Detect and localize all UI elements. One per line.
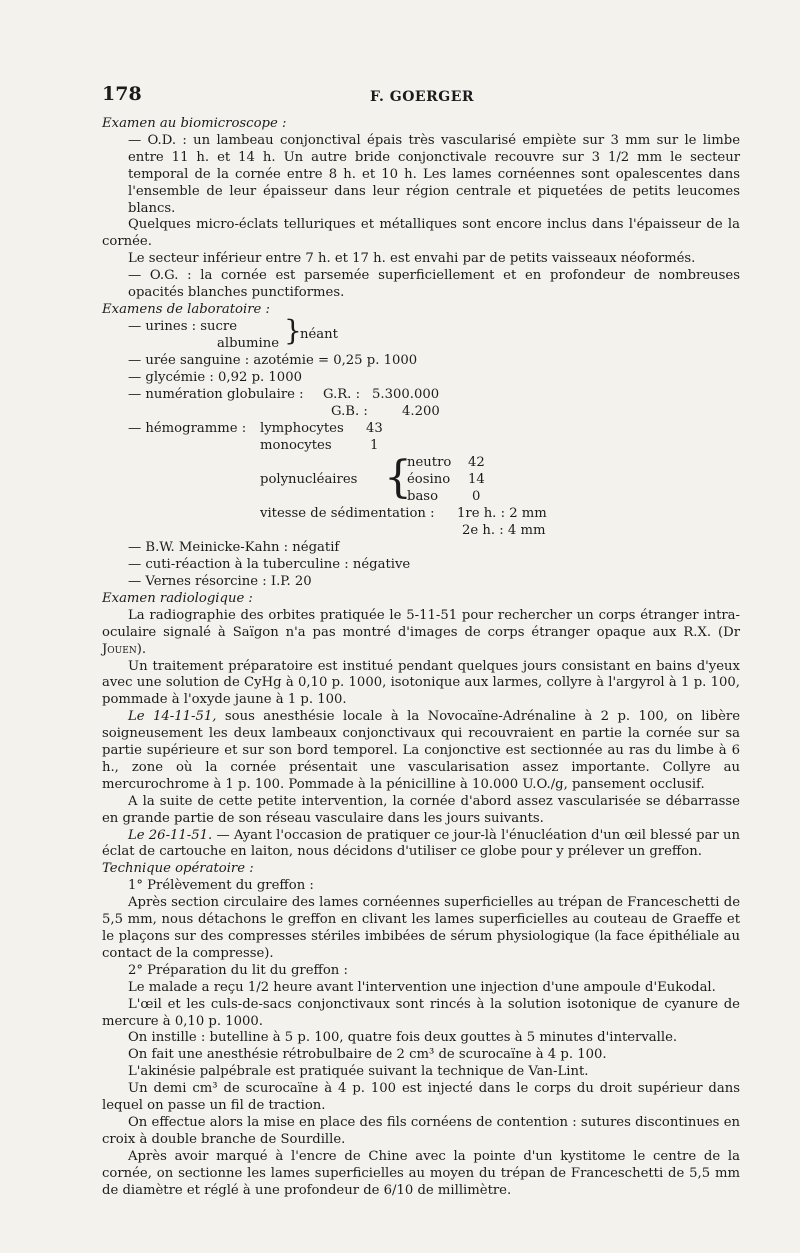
lab-line: — glycémie : 0,92 p. 1000 xyxy=(128,369,302,385)
lab-value: 0 xyxy=(472,488,481,504)
page-header xyxy=(102,83,740,116)
paragraph: Après section circulaire des lames cornéennes superficielles au trépan de Franceschetti de 5,5 mm, nous détachons le greffon en clivant les lames superficielles au couteau de Graeffe et le plaçons sur des compresses stériles imbibées de sérum physiologique (la face épithéliale au contact de la compresse). xyxy=(102,895,740,961)
lab-value: néant xyxy=(300,326,338,342)
lab-value: 14 xyxy=(468,471,485,487)
lab-row-uree xyxy=(102,353,740,370)
paragraph: — O.D. : un lambeau conjonctival épais très vascularisé empiète sur 3 mm sur le limbe entre 11 h. et 14 h. Un autre bride conjonctivale recouvre sur 3 1/2 mm le secteur temporal de la cornée entre 8 h. et 10 h. Les lames cornéennes sont opalescentes dans l'ensemble de leur épaisseur dans leur région centrale et piquetées de petits leucomes blancs. xyxy=(128,132,740,216)
author-name: Jouen xyxy=(102,641,137,657)
lab-row-neutro xyxy=(102,455,740,472)
section-radiologique xyxy=(102,591,740,862)
date: Le 26-11-51. xyxy=(128,827,213,843)
lab-label: — urines : sucre xyxy=(128,318,238,334)
paragraph: Un demi cm³ de scurocaïne à 4 p. 100 est injecté dans le corps du droit supérieur dans lequel on passe un fil de traction. xyxy=(102,1081,740,1114)
lab-line: — Vernes résorcine : I.P. 20 xyxy=(128,573,312,589)
lab-label: lymphocytes xyxy=(260,420,344,436)
paragraph-text: La radiographie des orbites pratiquée le 5-11-51 pour rechercher un corps étranger intra-oculaire signalé à Saïgon n'a pas montré d'images de corps étranger opaque aux R.X. (Dr xyxy=(102,607,740,640)
paragraph: L'œil et les culs-de-sacs conjonctivaux sont rincés à la solution isotonique de cyanure de mercure à 0,10 p. 1000. xyxy=(102,996,740,1029)
lab-row-albumine xyxy=(102,336,740,353)
lab-label: monocytes xyxy=(260,437,332,453)
paragraph-text: ). xyxy=(136,641,147,657)
paragraph: On fait une anesthésie rétrobulbaire de 2 cm³ de scurocaïne à 4 p. 100. xyxy=(128,1047,607,1063)
running-head: F. GOERGER xyxy=(370,89,474,105)
lab-row-glycemie xyxy=(102,370,740,387)
lab-label: vitesse de sédimentation : xyxy=(260,505,435,521)
paragraph: Un traitement préparatoire est institué pendant quelques jours consistant en bains d'yeux avec une solution de CyHg à 0,10 p. 1000, isotonique aux larmes, collyre à l'argyrol à 1 p. 100, pommade à l'oxyde jaune à 1 p. 100. xyxy=(102,658,740,708)
lab-row-monocytes xyxy=(102,438,740,455)
paragraph-text: sous anesthésie locale à la Novocaïne-Adrénaline à 2 p. 100, on libère soigneusement les deux lambeaux conjonctivaux qui recouvraient en partie la cornée sur sa partie supérieure et sur son bord temporel. La conjonctive est sectionnée au ras du limbe à 6 h., zone où la cornée présentait une vascularisation assez importante. Collyre au mercurochrome à 1 p. 100. Pommade à la pénicilline à 10.000 U.O./g, pansement occlusif. xyxy=(102,709,740,792)
paragraph: On instille : butelline à 5 p. 100, quatre fois deux gouttes à 5 minutes d'intervalle. xyxy=(128,1030,678,1046)
lab-value: 5.300.000 xyxy=(372,386,440,402)
lab-line: — B.W. Meinicke-Kahn : négatif xyxy=(128,539,340,555)
paragraph: On effectue alors la mise en place des fils cornéens de contention : sutures discontinues en croix à double branche de Sourdille. xyxy=(102,1114,740,1147)
lab-label: — hémogramme : xyxy=(128,420,247,436)
paragraph: A la suite de cette petite intervention, la cornée d'abord assez vascularisée se débarrasse en grande partie de son réseau vasculaire dans les jours suivants. xyxy=(102,793,740,826)
subsection-title: 1° Prélèvement du greffon : xyxy=(128,878,314,894)
lab-row-hemogramme xyxy=(102,421,740,438)
paragraph xyxy=(102,828,740,862)
brace-icon: { xyxy=(384,451,412,503)
section-laboratoire xyxy=(102,302,740,591)
lab-label: — numération globulaire : xyxy=(128,386,304,402)
lab-row-vitesse xyxy=(102,506,740,523)
lab-label: éosino xyxy=(407,471,451,487)
paragraph: Après avoir marqué à l'encre de Chine avec la pointe d'un kystitome le centre de la cornée, on sectionne les lames superficielles au moyen du trépan de Franceschetti de 5,5 mm de diamètre et réglé à une profondeur de 6/10 de millimètre. xyxy=(102,1148,740,1198)
lab-label: G.R. : xyxy=(323,386,361,402)
page-number: 178 xyxy=(102,83,142,105)
lab-value: 43 xyxy=(366,420,383,436)
section-title: Technique opératoire : xyxy=(102,861,254,877)
paragraph: L'akinésie palpébrale est pratiquée suivant la technique de Van-Lint. xyxy=(128,1064,589,1080)
lab-line: — cuti-réaction à la tuberculine : négative xyxy=(128,556,411,572)
paragraph xyxy=(102,709,740,794)
lab-label: neutro xyxy=(407,454,452,470)
page xyxy=(102,83,740,1200)
paragraph: Le malade a reçu 1/2 heure avant l'intervention une injection d'une ampoule d'Eukodal. xyxy=(128,979,716,995)
lab-line: — urée sanguine : azotémie = 0,25 p. 1000 xyxy=(128,352,418,368)
section-biomicroscope xyxy=(102,116,740,302)
lab-row-baso xyxy=(102,489,740,506)
lab-label: G.B. : xyxy=(331,403,368,419)
brace-icon: } xyxy=(284,313,302,347)
lab-row-bw xyxy=(102,540,740,557)
lab-value: 1 xyxy=(370,437,379,453)
lab-row-vitesse-2 xyxy=(102,523,740,540)
lab-value: 2e h. : 4 mm xyxy=(462,522,546,538)
lab-value: 42 xyxy=(468,454,485,470)
lab-row-cuti xyxy=(102,557,740,574)
section-title: Examens de laboratoire : xyxy=(102,301,270,317)
lab-label: polynucléaires xyxy=(260,471,358,487)
date: Le 14-11-51, xyxy=(128,709,217,725)
section-title: Examen radiologique : xyxy=(102,590,253,606)
paragraph: Quelques micro-éclats telluriques et métalliques sont encore inclus dans l'épaisseur de la cornée. xyxy=(102,217,740,250)
lab-value: 1re h. : 2 mm xyxy=(457,505,547,521)
section-title: Examen au biomicroscope : xyxy=(102,116,287,131)
paragraph-text: — Ayant l'occasion de pratiquer ce jour-là l'énucléation d'un œil blessé par un éclat de cartouche en laiton, nous décidons d'utiliser ce globe pour y prélever un greffon. xyxy=(102,827,740,860)
section-technique xyxy=(102,861,740,1199)
lab-row-vernes xyxy=(102,574,740,591)
paragraph: — O.G. : la cornée est parsemée superficiellement et en profondeur de nombreuses opacités blanches punctiformes. xyxy=(128,268,740,301)
lab-value: 4.200 xyxy=(402,403,440,419)
lab-label: baso xyxy=(407,488,439,504)
lab-row-gb xyxy=(102,404,740,421)
paragraph xyxy=(102,608,740,659)
lab-row-numeration xyxy=(102,387,740,404)
lab-label: albumine xyxy=(217,335,280,351)
subsection-title: 2° Préparation du lit du greffon : xyxy=(128,962,348,978)
paragraph: Le secteur inférieur entre 7 h. et 17 h. est envahi par de petits vaisseaux néoformés. xyxy=(128,251,696,267)
